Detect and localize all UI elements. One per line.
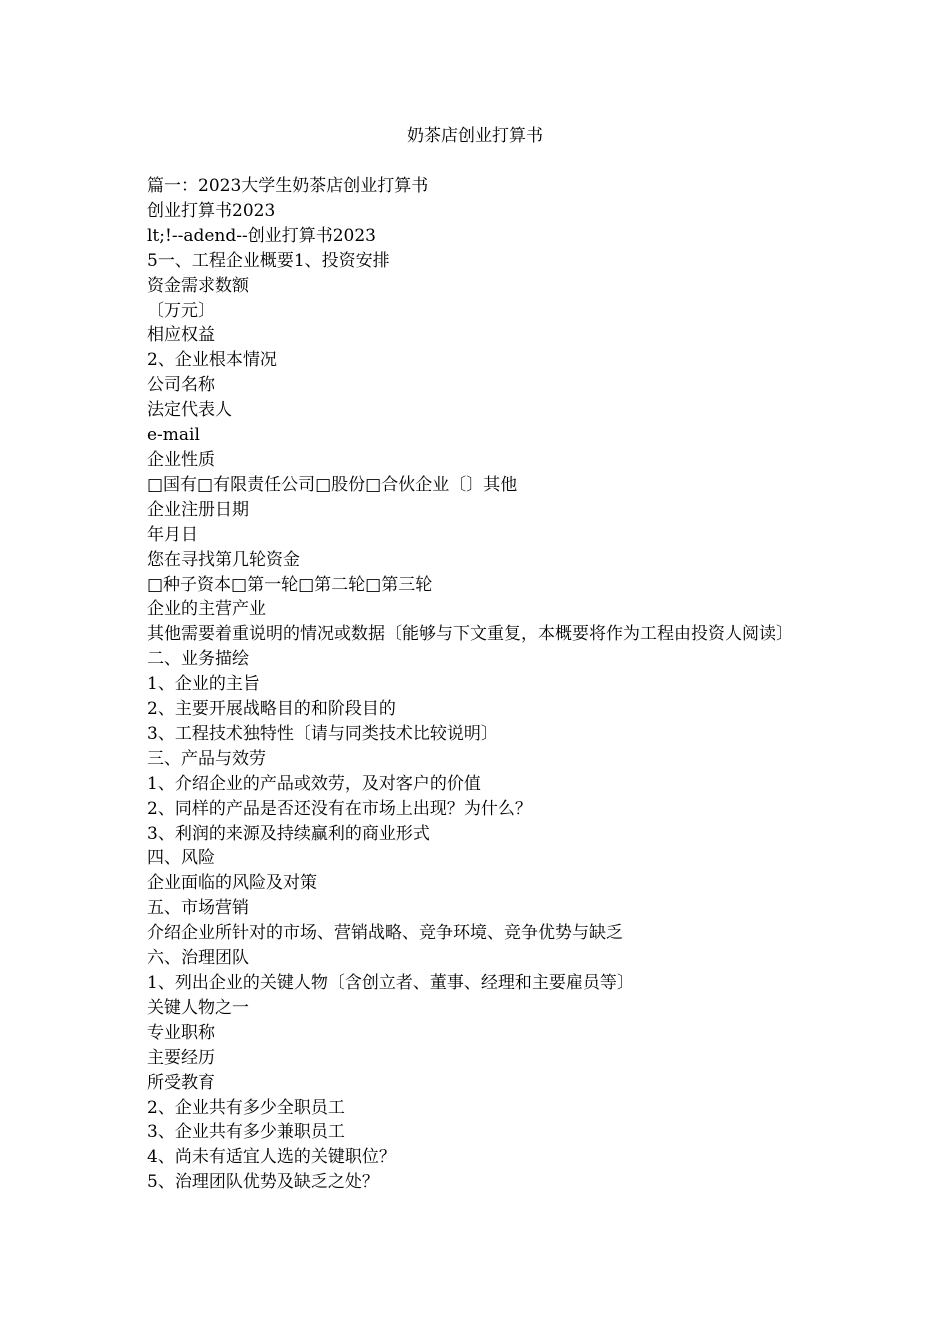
body-line: 3、企业共有多少兼职员工 [147, 1122, 345, 1143]
body-line: 2、同样的产品是否还没有在市场上出现？为什么？ [147, 798, 532, 819]
body-line: 公司名称 [147, 375, 215, 396]
body-line: 关键人物之一 [147, 997, 249, 1018]
body-line: □国有□有限责任公司□股份□合伙企业〔〕其他 [147, 474, 518, 495]
body-line: 相应权益 [147, 325, 215, 346]
document-body [147, 174, 812, 1195]
body-line: 年月日 [147, 524, 198, 545]
body-line: 2、企业根本情况 [147, 350, 277, 371]
body-line: 四、风险 [147, 848, 215, 869]
body-line: 三、产品与效劳 [147, 748, 266, 769]
body-line: 1、介绍企业的产品或效劳，及对客户的价值 [147, 773, 481, 794]
body-line: 五、市场营销 [147, 898, 249, 919]
body-line: 2、主要开展战略目的和阶段目的 [147, 699, 396, 720]
body-line: 专业职称 [147, 1022, 215, 1043]
body-line: 篇一：2023大学生奶茶店创业打算书 [147, 176, 429, 196]
body-line: 5、治理团队优势及缺乏之处？ [147, 1172, 379, 1193]
body-line: 企业的主营产业 [147, 599, 266, 620]
body-line: 1、企业的主旨 [147, 674, 260, 695]
body-line: 3、工程技术独特性〔请与同类技术比较说明〕 [147, 723, 498, 744]
body-line: 六、治理团队 [147, 948, 249, 969]
document-title: 奶茶店创业打算书 [407, 126, 543, 146]
body-line: □种子资本□第一轮□第二轮□第三轮 [147, 574, 433, 595]
body-line: 企业性质 [147, 449, 215, 470]
body-line: 您在寻找第几轮资金 [147, 549, 300, 570]
body-line: 5一、工程企业概要1、投资安排 [147, 250, 390, 271]
body-line: 4、尚未有适宜人选的关键职位？ [147, 1147, 396, 1168]
body-line: 1、列出企业的关键人物〔含创立者、董事、经理和主要雇员等〕 [147, 973, 634, 993]
body-line: 资金需求数额 [147, 275, 249, 296]
body-line: 法定代表人 [147, 400, 232, 421]
body-line: 〔万元〕 [147, 300, 215, 321]
body-line: 2、企业共有多少全职员工 [147, 1097, 345, 1118]
body-line: 主要经历 [147, 1047, 215, 1068]
body-line: 企业面临的风险及对策 [147, 873, 317, 894]
body-line: lt;!--adend--创业打算书2023 [147, 225, 376, 246]
body-line: 所受教育 [147, 1072, 215, 1093]
body-line: 创业打算书2023 [147, 200, 276, 221]
body-line: 其他需要着重说明的情况或数据〔能够与下文重复，本概要将作为工程由投资人阅读〕 [147, 624, 793, 645]
body-line: 二、业务描绘 [147, 649, 249, 670]
body-line: e-mail [147, 425, 200, 446]
body-line: 介绍企业所针对的市场、营销战略、竞争环境、竞争优势与缺乏 [147, 923, 623, 944]
body-line: 企业注册日期 [147, 499, 249, 520]
body-line: 3、利润的来源及持续赢利的商业形式 [147, 823, 430, 844]
